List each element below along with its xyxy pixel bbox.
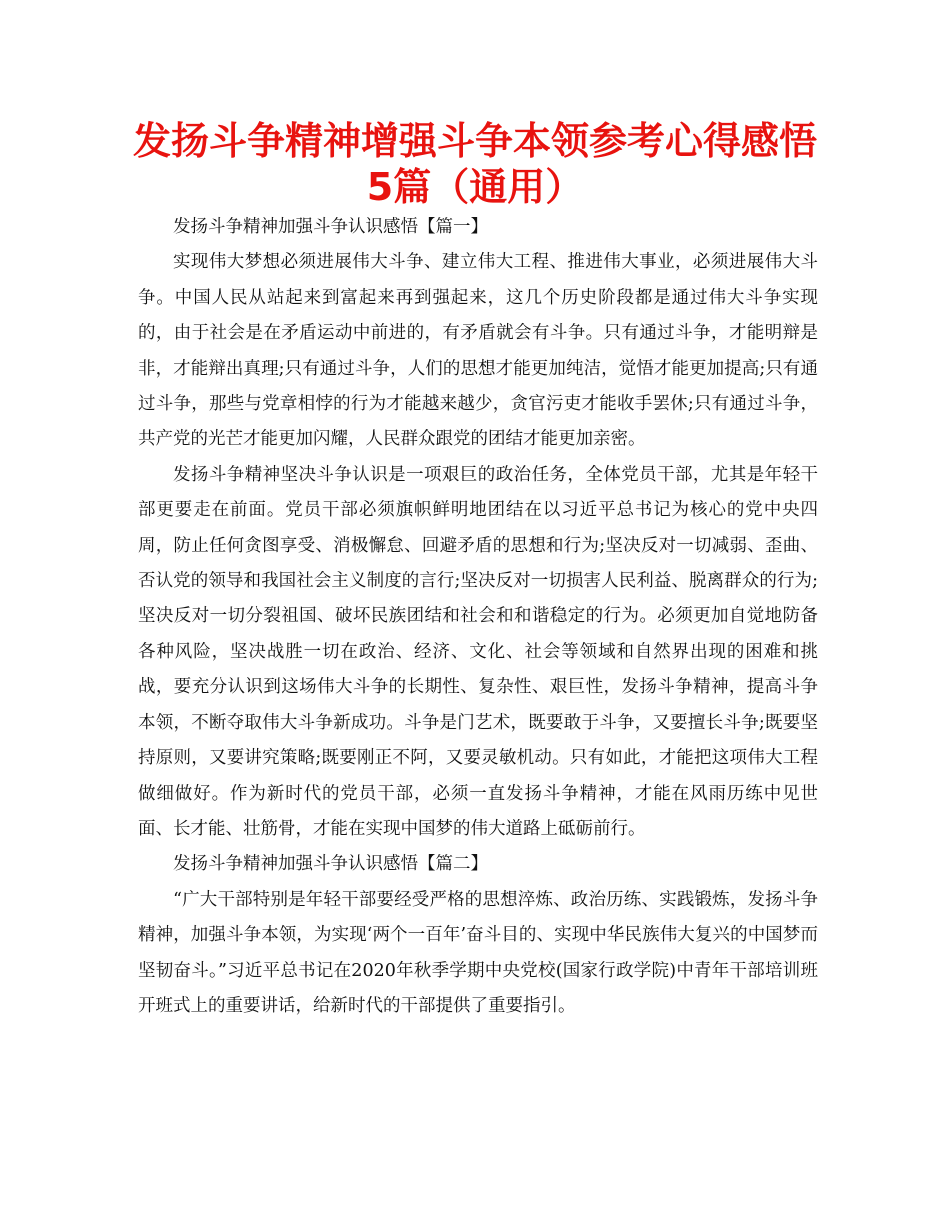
section-heading-1: 发扬斗争精神加强斗争认识感悟【篇一】: [173, 217, 488, 237]
body-paragraph-1: 实现伟大梦想必须进展伟大斗争、建立伟大工程、推进伟大事业，必须进展伟大斗争。中国人民从站起来到富起来再到强起来，这几个历史阶段都是通过伟大斗争实现的，由于社会是在矛盾运动中前进的，有矛盾就会有斗争。只有通过斗争，才能明辩是非，才能辩出真理;只有通过斗争，人们的思想才能更加纯洁，觉悟才能更加提高;只有通过斗争，那些与党章相悖的行为才能越来越少，贪官污吏才能收手罢休;只有通过斗争，共产党的光芒才能更加闪耀，人民群众跟党的团结才能更加亲密。: [138, 252, 818, 450]
document-body: [138, 210, 818, 1024]
body-paragraph-3: “广大干部特别是年轻干部要经受严格的思想淬炼、政治历练、实践锻炼，发扬斗争精神，加强斗争本领，为实现‘两个一百年’奋斗目的、实现中华民族伟大复兴的中国梦而坚韧奋斗。”习近平总书记在2020年秋季学期中央党校(国家行政学院)中青年干部培训班开班式上的重要讲话，给新时代的干部提供了重要指引。: [138, 889, 818, 1016]
body-paragraph-2: 发扬斗争精神坚决斗争认识是一项艰巨的政治任务，全体党员干部，尤其是年轻干部更要走在前面。党员干部必须旗帜鲜明地团结在以习近平总书记为核心的党中央四周，防止任何贪图享受、消极懈怠、回避矛盾的思想和行为;坚决反对一切减弱、歪曲、否认党的领导和我国社会主义制度的言行;坚决反对一切损害人民利益、脱离群众的行为;坚决反对一切分裂祖国、破坏民族团结和社会和和谐稳定的行为。必须更加自觉地防备各种风险，坚决战胜一切在政治、经济、文化、社会等领域和自然界出现的困难和挑战，要充分认识到这场伟大斗争的长期性、复杂性、艰巨性，发扬斗争精神，提高斗争本领，不断夺取伟大斗争新成功。斗争是门艺术，既要敢于斗争，又要擅长斗争;既要坚持原则，又要讲究策略;既要刚正不阿，又要灵敏机动。只有如此，才能把这项伟大工程做细做好。作为新时代的党员干部，必须一直发扬斗争精神，才能在风雨历练中见世面、长才能、壮筋骨，才能在实现中国梦的伟大道路上砥砺前行。: [138, 464, 818, 839]
section-heading-2: 发扬斗争精神加强斗争认识感悟【篇二】: [173, 854, 488, 875]
document-title: 发扬斗争精神增强斗争本领参考心得感悟5篇（通用）: [132, 119, 817, 209]
